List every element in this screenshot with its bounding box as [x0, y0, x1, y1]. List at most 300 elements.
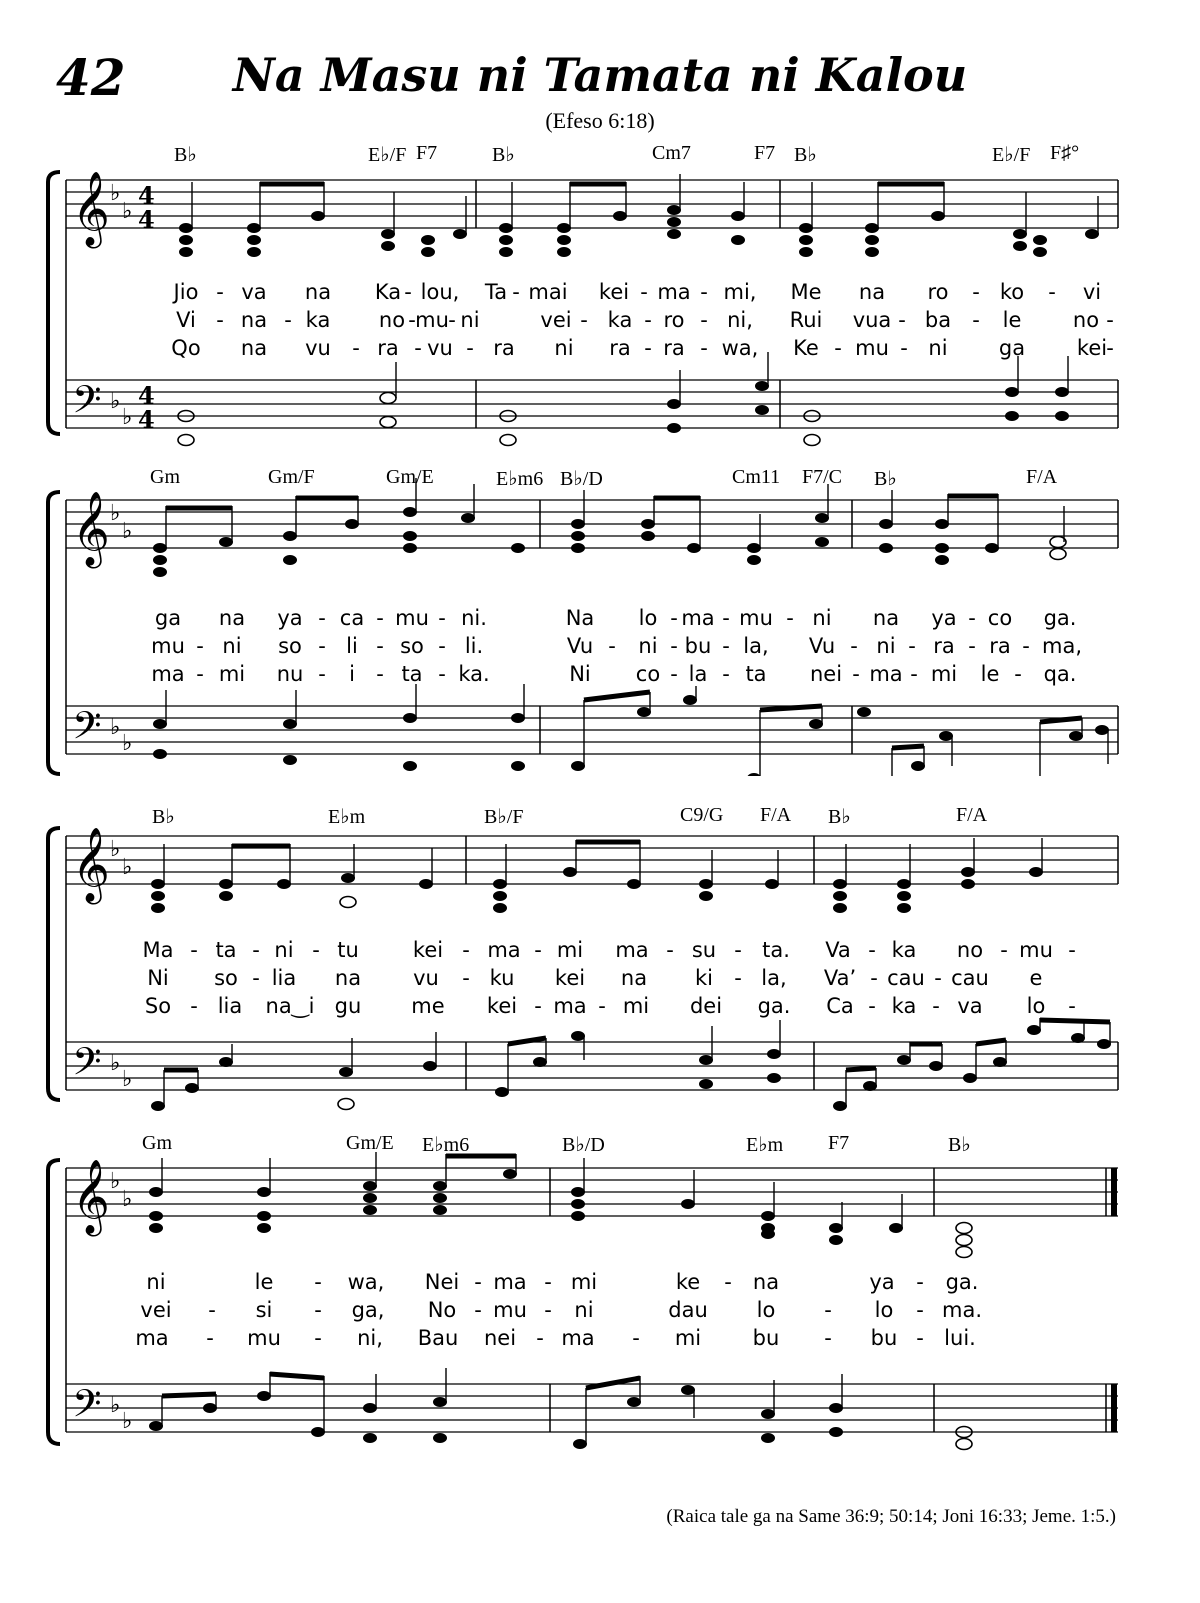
- lyric-syllable: Ke: [793, 336, 819, 360]
- lyric-verse-2: [0, 966, 1200, 994]
- lyric-syllable: -: [670, 606, 678, 630]
- svg-text:♭: ♭: [110, 837, 121, 862]
- lyric-syllable: -: [932, 994, 940, 1018]
- lyric-syllable: ke: [675, 1270, 701, 1294]
- lyric-syllable: -: [448, 308, 456, 332]
- chord-symbol: Cm7: [652, 142, 691, 164]
- lyric-syllable: Ni: [147, 966, 169, 990]
- lyric-syllable: ya: [277, 606, 303, 630]
- lyric-syllable: ka: [891, 994, 917, 1018]
- lyric-syllable: Ka: [374, 280, 402, 304]
- lyric-syllable: Va’: [823, 966, 857, 990]
- lyric-syllable: vei: [140, 1298, 172, 1322]
- lyric-syllable: No: [427, 1298, 457, 1322]
- lyric-syllable: gu: [334, 994, 362, 1018]
- lyric-syllable: ku: [489, 966, 515, 990]
- lyric-syllable: na: [872, 606, 900, 630]
- lyric-syllable: vu: [305, 336, 331, 360]
- bass-clef-icon: 𝄢: [72, 1039, 102, 1093]
- lyric-syllable: mu: [739, 606, 773, 630]
- lyric-syllable: Ni: [569, 662, 591, 686]
- lyric-syllable: ma: [681, 606, 715, 630]
- lyric-syllable: ni,: [727, 308, 753, 332]
- lyric-syllable: ra: [989, 634, 1011, 658]
- music-system-2: [0, 466, 1200, 776]
- lyric-syllable: -: [414, 336, 422, 360]
- lyric-syllable: -: [968, 634, 976, 658]
- chord-symbol: E♭m6: [496, 468, 544, 490]
- lyric-syllable: ma: [615, 938, 649, 962]
- lyric-syllable: -: [536, 1326, 544, 1350]
- lyric-syllable: -: [700, 308, 708, 332]
- lyric-syllable: ma,: [1041, 634, 1083, 658]
- lyric-syllable: bu: [752, 1326, 780, 1350]
- lyric-syllable: ra: [933, 634, 955, 658]
- lyric-syllable: -: [438, 662, 446, 686]
- lyric-syllable: mu: [855, 336, 889, 360]
- lyric-syllable: Nei: [424, 1270, 460, 1294]
- lyric-syllable: -: [376, 662, 384, 686]
- lyric-syllable: no: [378, 308, 406, 332]
- lyric-syllable: ni: [574, 1298, 594, 1322]
- chord-symbol: B♭: [874, 468, 897, 490]
- lyric-syllable: ni: [928, 336, 948, 360]
- lyric-syllable: mi: [218, 662, 246, 686]
- lyric-syllable: ma: [657, 280, 691, 304]
- lyric-syllable: mu: [395, 606, 429, 630]
- lyric-syllable: -: [916, 1326, 924, 1350]
- lyric-syllable: na: [304, 280, 332, 304]
- lyric-syllable: tu: [337, 938, 359, 962]
- lyric-syllable: Me: [790, 280, 822, 304]
- treble-clef-icon: 𝄞: [72, 172, 110, 246]
- lyric-syllable: la,: [761, 966, 787, 990]
- lyric-syllable: so: [400, 634, 424, 658]
- lyric-syllable: na‿i: [265, 994, 315, 1018]
- lyric-syllable: -: [968, 606, 976, 630]
- lyric-syllable: -: [640, 280, 648, 304]
- lyric-syllable: -: [632, 1326, 640, 1350]
- lyric-syllable: -: [512, 280, 520, 304]
- lyric-syllable: ga,: [351, 1298, 385, 1322]
- lyric-syllable: Ma: [142, 938, 174, 962]
- lyric-syllable: ka: [891, 938, 917, 962]
- lyric-syllable: -: [216, 280, 224, 304]
- chord-symbol: E♭m: [328, 806, 366, 828]
- chord-symbol: Gm: [150, 466, 180, 488]
- svg-text:♭: ♭: [110, 1393, 121, 1418]
- lyric-verse-3: [0, 994, 1200, 1022]
- chord-symbol: F7: [754, 142, 776, 164]
- lyric-syllable: ya: [869, 1270, 895, 1294]
- svg-text:♭: ♭: [122, 405, 133, 430]
- lyric-syllable: ki: [695, 966, 713, 990]
- lyric-syllable: -: [408, 308, 416, 332]
- lyric-syllable: lo: [756, 1298, 776, 1322]
- lyric-syllable: mu: [247, 1326, 281, 1350]
- lyric-syllable: -: [314, 1326, 322, 1350]
- lyric-syllable: -: [734, 966, 742, 990]
- lyric-syllable: -: [910, 662, 918, 686]
- lyric-syllable: li.: [464, 634, 484, 658]
- chord-symbol: E♭/F: [992, 144, 1031, 166]
- chord-symbol: B♭: [492, 144, 515, 166]
- lyric-syllable: mi: [570, 1270, 598, 1294]
- treble-clef-icon: 𝄞: [72, 828, 110, 902]
- lyric-syllable: ma: [553, 994, 587, 1018]
- lyric-syllable: nei: [809, 662, 843, 686]
- lyric-verse-2: [0, 1298, 1200, 1326]
- lyric-syllable: -: [314, 1270, 322, 1294]
- lyric-syllable: ga.: [945, 1270, 979, 1294]
- lyric-syllable: le: [1002, 308, 1022, 332]
- lyric-syllable: no: [1072, 308, 1100, 332]
- lyric-syllable: ma: [151, 662, 185, 686]
- lyric-syllable: -: [438, 634, 446, 658]
- lyric-syllable: mi: [930, 662, 958, 686]
- lyric-syllable: lo: [874, 1298, 894, 1322]
- lyric-syllable: dau: [668, 1298, 708, 1322]
- lyric-syllable: -: [786, 606, 794, 630]
- lyric-syllable: ma: [487, 938, 521, 962]
- chord-symbol: B♭: [152, 806, 175, 828]
- svg-text:♭: ♭: [110, 181, 121, 206]
- chord-symbol: C9/G: [680, 804, 724, 826]
- lyric-syllable: -: [252, 938, 260, 962]
- lyric-syllable: -: [1048, 280, 1056, 304]
- lyric-syllable: -: [466, 336, 474, 360]
- bass-clef-icon: 𝄢: [72, 1381, 102, 1435]
- lyric-verse-3: [0, 336, 1200, 364]
- lyric-syllable: -: [544, 1298, 552, 1322]
- music-system-3: [0, 804, 1200, 1114]
- lyric-syllable: ga.: [757, 994, 791, 1018]
- lyric-syllable: -: [190, 938, 198, 962]
- lyric-syllable: kei: [412, 938, 444, 962]
- lyric-syllable: -: [900, 336, 908, 360]
- lyric-verse-2: [0, 634, 1200, 662]
- lyric-syllable: mi: [556, 938, 584, 962]
- bass-clef-icon: 𝄢: [72, 377, 102, 431]
- chord-symbol: B♭/D: [560, 468, 603, 490]
- lyric-syllable: -: [462, 966, 470, 990]
- lyric-syllable: -: [312, 938, 320, 962]
- lyric-syllable: -: [1000, 938, 1008, 962]
- lyric-syllable: qa.: [1043, 662, 1077, 686]
- lyric-syllable: ni: [638, 634, 658, 658]
- svg-text:♭: ♭: [122, 731, 133, 756]
- lyric-syllable: i: [349, 662, 355, 686]
- lyric-syllable: -: [1014, 662, 1022, 686]
- lyric-syllable: kei: [598, 280, 630, 304]
- lyric-syllable: -: [284, 308, 292, 332]
- lyric-syllable: ta: [401, 662, 423, 686]
- lyric-syllable: -: [1068, 938, 1076, 962]
- lyric-syllable: na: [218, 606, 246, 630]
- lyric-syllable: -: [972, 280, 980, 304]
- lyric-syllable: So: [144, 994, 172, 1018]
- lyric-syllable: -: [670, 662, 678, 686]
- lyric-verse-3: [0, 662, 1200, 690]
- lyric-syllable: mi: [622, 994, 650, 1018]
- music-system-1: [0, 142, 1200, 452]
- chord-symbol: F/A: [1026, 466, 1058, 488]
- lyric-syllable: -: [252, 966, 260, 990]
- svg-text:♭: ♭: [122, 199, 133, 224]
- lyric-syllable: -: [1068, 994, 1076, 1018]
- lyric-syllable: kei: [1076, 336, 1108, 360]
- lyric-syllable: Bau: [417, 1326, 459, 1350]
- lyric-syllable: -: [196, 634, 204, 658]
- treble-clef-icon: 𝄞: [72, 1160, 110, 1234]
- lyric-syllable: ta: [745, 662, 767, 686]
- chord-symbol: B♭/F: [484, 806, 524, 828]
- lyric-syllable: -: [376, 606, 384, 630]
- lyric-syllable: -: [870, 966, 878, 990]
- chord-symbol: B♭: [794, 144, 817, 166]
- lyric-syllable: va: [241, 280, 267, 304]
- lyric-syllable: -: [644, 336, 652, 360]
- lyric-syllable: kei: [554, 966, 586, 990]
- lyric-syllable: ya: [931, 606, 957, 630]
- lyric-syllable: ni: [812, 606, 832, 630]
- lyric-syllable: -: [598, 994, 606, 1018]
- lyric-syllable: -: [206, 1326, 214, 1350]
- lyric-syllable: Rui: [789, 308, 823, 332]
- lyric-syllable: le: [254, 1270, 274, 1294]
- lyric-syllable: -: [196, 662, 204, 686]
- lyric-syllable: -: [898, 308, 906, 332]
- hymn-number: 42: [56, 48, 126, 107]
- svg-text:4: 4: [138, 181, 155, 210]
- chord-symbol: F7: [828, 1132, 850, 1154]
- lyric-syllable: -: [908, 634, 916, 658]
- lyric-syllable: e: [1029, 966, 1043, 990]
- lyric-syllable: co: [635, 662, 661, 686]
- lyric-syllable: -: [824, 1326, 832, 1350]
- lyric-syllable: Ta: [484, 280, 508, 304]
- lyric-syllable: ka.: [458, 662, 490, 686]
- lyric-syllable: -: [700, 280, 708, 304]
- lyric-syllable: mu: [493, 1298, 527, 1322]
- svg-text:4: 4: [138, 381, 155, 410]
- lyric-syllable: ma: [135, 1326, 169, 1350]
- lyric-verse-1: [0, 1270, 1200, 1298]
- lyric-syllable: -: [474, 1270, 482, 1294]
- lyric-syllable: ga: [154, 606, 182, 630]
- lyric-syllable: ni,: [357, 1326, 383, 1350]
- lyric-syllable: mi: [674, 1326, 702, 1350]
- lyric-syllable: lou,: [420, 280, 460, 304]
- lyric-syllable: -: [722, 606, 730, 630]
- lyric-syllable: -: [534, 994, 542, 1018]
- lyric-syllable: -: [438, 606, 446, 630]
- lyric-syllable: ma: [493, 1270, 527, 1294]
- chord-symbol: E♭/F: [368, 144, 407, 166]
- chord-symbol: E♭m: [746, 1134, 784, 1156]
- lyric-syllable: ni: [274, 938, 294, 962]
- lyric-syllable: -: [972, 308, 980, 332]
- lyric-syllable: Jio: [173, 280, 199, 304]
- music-system-4: [0, 1132, 1200, 1462]
- lyric-syllable: ma: [869, 662, 903, 686]
- lyric-syllable: nu: [276, 662, 304, 686]
- lyric-syllable: -: [474, 1298, 482, 1322]
- lyric-syllable: ni: [876, 634, 896, 658]
- lyric-syllable: mu: [151, 634, 185, 658]
- lyric-syllable: -: [208, 1298, 216, 1322]
- lyric-syllable: -: [722, 634, 730, 658]
- chord-symbol: F7/C: [802, 466, 843, 488]
- lyric-syllable: na: [334, 966, 362, 990]
- lyric-syllable: ta: [215, 938, 237, 962]
- svg-text:♭: ♭: [122, 1409, 133, 1434]
- lyric-syllable: lui.: [944, 1326, 976, 1350]
- lyric-syllable: lo: [638, 606, 658, 630]
- lyric-syllable: ga: [998, 336, 1026, 360]
- lyric-syllable: -: [670, 634, 678, 658]
- lyric-syllable: ni: [222, 634, 242, 658]
- svg-text:♭: ♭: [122, 1187, 133, 1212]
- lyric-syllable: vei: [540, 308, 572, 332]
- lyric-syllable: -: [724, 1270, 732, 1294]
- lyric-syllable: wa,: [347, 1270, 385, 1294]
- lyric-syllable: ca: [339, 606, 365, 630]
- lyric-syllable: vu: [413, 966, 439, 990]
- lyric-syllable: Vu: [566, 634, 594, 658]
- lyric-verse-2: [0, 308, 1200, 336]
- lyric-syllable: -: [216, 308, 224, 332]
- lyric-syllable: Va: [825, 938, 851, 962]
- lyric-syllable: ba: [924, 308, 952, 332]
- lyric-syllable: le: [980, 662, 1000, 686]
- chord-symbol: Gm/E: [386, 466, 434, 488]
- chord-symbol: F/A: [760, 804, 792, 826]
- lyric-syllable: -: [824, 1298, 832, 1322]
- chord-symbol: F/A: [956, 804, 988, 826]
- svg-text:♭: ♭: [122, 855, 133, 880]
- lyric-syllable: -: [722, 662, 730, 686]
- lyric-syllable: mi,: [723, 280, 757, 304]
- lyric-syllable: -: [580, 308, 588, 332]
- lyric-syllable: -: [190, 994, 198, 1018]
- lyric-syllable: -: [544, 1270, 552, 1294]
- chord-symbol: B♭: [828, 806, 851, 828]
- lyric-syllable: su: [691, 938, 717, 962]
- lyric-syllable: Qo: [171, 336, 201, 360]
- hymn-title: Na Masu ni Tamata ni Kalou: [232, 48, 968, 102]
- lyric-syllable: cau: [951, 966, 989, 990]
- lyric-syllable: na: [620, 966, 648, 990]
- lyric-syllable: no: [956, 938, 984, 962]
- lyric-syllable: ka: [305, 308, 331, 332]
- lyric-syllable: -: [666, 938, 674, 962]
- lyric-syllable: ro: [927, 280, 949, 304]
- lyric-syllable: nei: [483, 1326, 517, 1350]
- lyric-syllable: si: [255, 1298, 273, 1322]
- lyric-syllable: lia: [271, 966, 297, 990]
- lyric-syllable: ga.: [1043, 606, 1077, 630]
- lyric-syllable: bu: [870, 1326, 898, 1350]
- svg-text:♭: ♭: [110, 501, 121, 526]
- lyric-syllable: la: [688, 662, 708, 686]
- lyric-syllable: vua: [852, 308, 892, 332]
- lyric-syllable: -: [916, 1270, 924, 1294]
- bass-clef-icon: 𝄢: [72, 703, 102, 757]
- lyric-syllable: bu: [684, 634, 712, 658]
- lyric-syllable: ta.: [762, 938, 790, 962]
- lyric-syllable: vu: [427, 336, 453, 360]
- lyric-syllable: -: [834, 336, 842, 360]
- svg-text:♭: ♭: [122, 519, 133, 544]
- lyric-syllable: -: [404, 280, 412, 304]
- lyric-syllable: so: [214, 966, 238, 990]
- lyric-syllable: la,: [743, 634, 769, 658]
- lyric-syllable: -: [352, 336, 360, 360]
- lyric-syllable: -: [1106, 308, 1114, 332]
- chord-symbol: B♭: [174, 144, 197, 166]
- svg-text:♭: ♭: [110, 1051, 121, 1076]
- lyric-syllable: ro: [663, 308, 685, 332]
- lyric-syllable: ni: [554, 336, 574, 360]
- chord-symbol: B♭: [948, 1134, 971, 1156]
- lyric-syllable: ni: [460, 308, 480, 332]
- chord-symbol: Cm11: [732, 466, 781, 488]
- treble-clef-icon: 𝄞: [72, 492, 110, 566]
- lyric-verse-3: [0, 1326, 1200, 1354]
- lyric-syllable: va: [957, 994, 983, 1018]
- lyric-syllable: ra: [663, 336, 685, 360]
- lyric-syllable: Ca: [826, 994, 854, 1018]
- svg-text:♭: ♭: [110, 1169, 121, 1194]
- lyric-syllable: -: [534, 938, 542, 962]
- lyric-syllable: lo: [1026, 994, 1046, 1018]
- svg-text:♭: ♭: [122, 1067, 133, 1092]
- lyric-syllable: so: [278, 634, 302, 658]
- lyric-syllable: co: [987, 606, 1013, 630]
- lyric-syllable: mu: [415, 308, 449, 332]
- lyric-syllable: ma: [561, 1326, 595, 1350]
- lyric-syllable: -: [608, 634, 616, 658]
- svg-text:4: 4: [138, 405, 155, 434]
- lyric-syllable: vi: [1082, 280, 1102, 304]
- lyric-syllable: -: [1022, 634, 1030, 658]
- lyric-syllable: -: [868, 938, 876, 962]
- svg-text:♭: ♭: [110, 389, 121, 414]
- lyric-syllable: Vi: [176, 308, 196, 332]
- lyric-syllable: -: [318, 662, 326, 686]
- lyric-syllable: -: [852, 662, 860, 686]
- lyric-syllable: -: [318, 606, 326, 630]
- lyric-syllable: ra: [493, 336, 515, 360]
- lyric-verse-1: [0, 606, 1200, 634]
- lyric-syllable: cau: [887, 966, 925, 990]
- lyric-syllable: -: [850, 634, 858, 658]
- lyric-syllable: ma.: [941, 1298, 983, 1322]
- svg-text:4: 4: [138, 205, 155, 234]
- lyric-syllable: -: [1106, 336, 1114, 360]
- svg-text:♭: ♭: [110, 715, 121, 740]
- lyric-syllable: -: [314, 1298, 322, 1322]
- lyric-syllable: -: [734, 938, 742, 962]
- chord-symbol: Gm: [142, 1132, 172, 1154]
- lyric-syllable: dei: [689, 994, 723, 1018]
- lyric-syllable: -: [462, 938, 470, 962]
- lyric-syllable: na: [240, 336, 268, 360]
- chord-symbol: B♭/D: [562, 1134, 605, 1156]
- lyric-syllable: -: [916, 1298, 924, 1322]
- lyric-syllable: -: [934, 966, 942, 990]
